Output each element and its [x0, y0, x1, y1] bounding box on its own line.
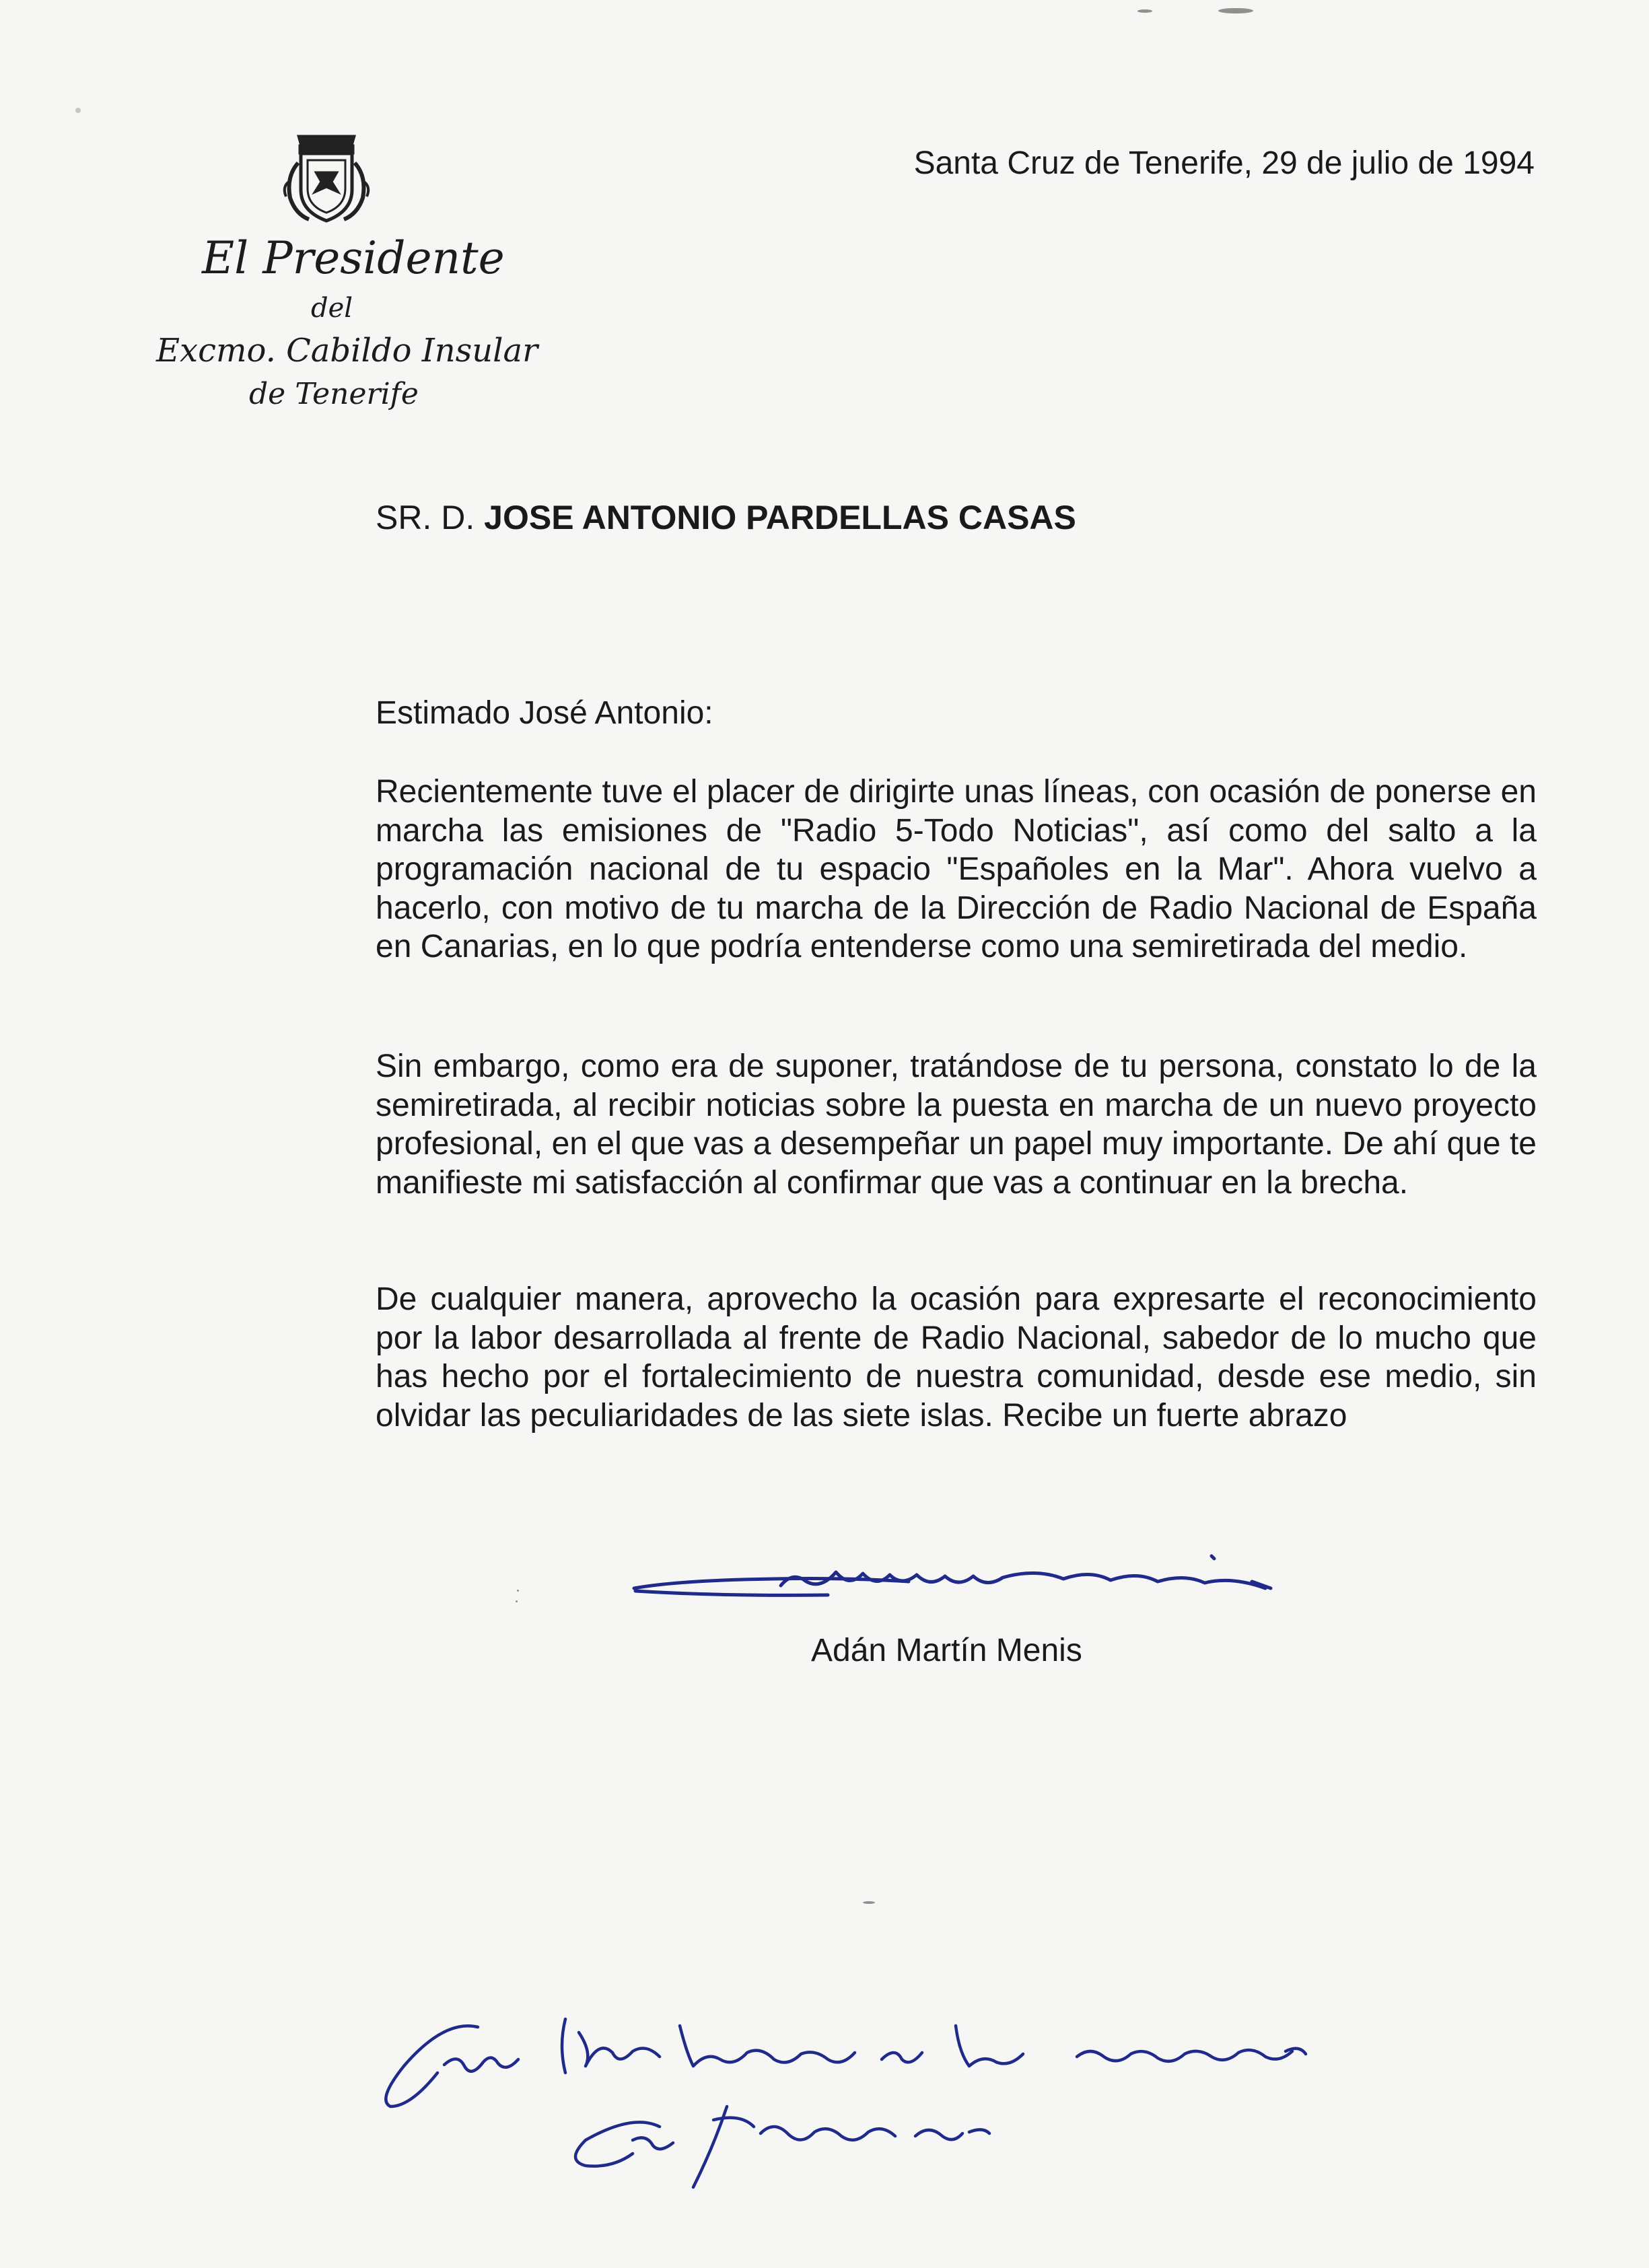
letterhead-cabildo: Excmo. Cabildo Insular — [156, 332, 538, 369]
scan-speck — [1137, 9, 1152, 13]
scan-speck — [517, 1590, 519, 1592]
coat-of-arms-icon — [273, 122, 380, 230]
letterhead-tenerife: de Tenerife — [249, 377, 419, 411]
recipient-name: JOSE ANTONIO PARDELLAS CASAS — [484, 499, 1076, 536]
signer-name: Adán Martín Menis — [811, 1633, 1082, 1668]
letterhead-del: del — [311, 293, 353, 324]
signature — [626, 1541, 1292, 1615]
letter-date: Santa Cruz de Tenerife, 29 de julio de 1994 — [913, 145, 1535, 181]
handwritten-note — [363, 1992, 1454, 2194]
scan-speck — [516, 1600, 518, 1602]
scan-speck — [1218, 8, 1253, 13]
scan-speck — [75, 108, 81, 113]
body-paragraph: Sin embargo, como era de suponer, tratándose de tu persona, constato lo de la semiretirada, al recibir noticias sobre la puesta en marcha de un nuevo proyecto profesional, en el que vas a desempeñar un papel muy importante. De ahí que te manifieste mi satisfacción al confirmar que vas a continuar en la brecha. — [376, 1049, 1537, 1201]
salutation: Estimado José Antonio: — [376, 695, 713, 731]
letterhead-title: El Presidente — [202, 232, 505, 284]
recipient — [376, 498, 1076, 537]
recipient-prefix: SR. D. — [376, 499, 475, 536]
body-paragraph: Recientemente tuve el placer de dirigirte unas líneas, con ocasión de ponerse en marcha las emisiones de "Radio 5-Todo Noticias", así como del salto a la programación nacional de tu espacio "Españoles en la Mar". Ahora vuelvo a hacerlo, con motivo de tu marcha de la Dirección de Radio Nacional de España en Canarias, en lo que podría entenderse como una semiretirada del medio. — [376, 774, 1537, 964]
scan-speck — [863, 1901, 875, 1904]
body-paragraph: De cualquier manera, aprovecho la ocasión para expresarte el reconocimiento por la labor desarrollada al frente de Radio Nacional, sabedor de lo mucho que has hecho por el fortalecimiento de nuestra comunidad, desde ese medio, sin olvidar las peculiaridades de las siete islas. Recibe un fuerte abrazo — [376, 1281, 1537, 1433]
